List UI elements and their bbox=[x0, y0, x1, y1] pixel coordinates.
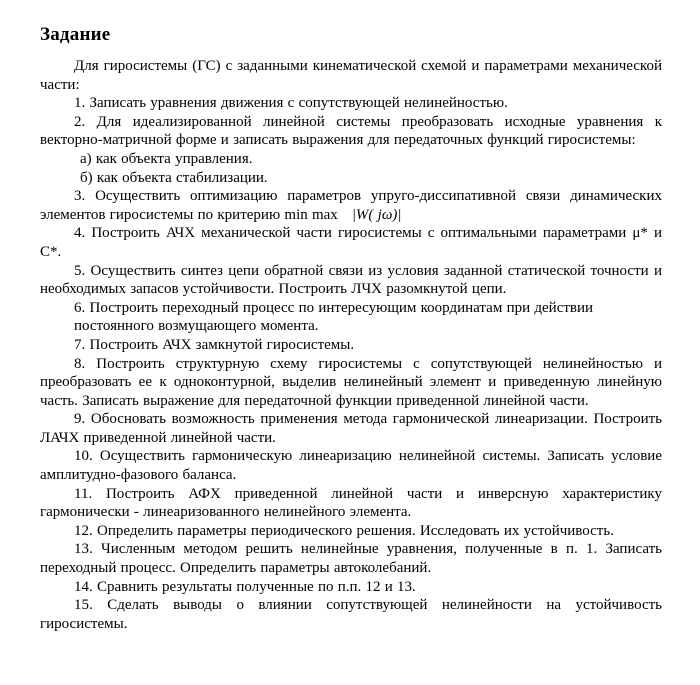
paragraph-text: 15. Сделать выводы о влиянии сопутствующей нелинейности на устойчивость гиросистемы. bbox=[40, 597, 662, 632]
task-item bbox=[40, 317, 662, 336]
paragraph-text: 12. Определить параметры периодического решения. Исследовать их устойчивость. bbox=[74, 522, 614, 539]
task-item bbox=[40, 113, 662, 150]
page-title: Задание bbox=[40, 24, 111, 45]
task-item bbox=[40, 522, 662, 541]
task-item bbox=[40, 540, 662, 577]
task-item bbox=[40, 224, 662, 261]
paragraph-text: 4. Построить АЧХ механической части гиросистемы с оптимальными параметрами μ* и C*. bbox=[40, 225, 662, 260]
task-paragraphs bbox=[40, 57, 662, 633]
intro-paragraph bbox=[40, 57, 662, 94]
paragraph-text: 7. Построить АЧХ замкнутой гиросистемы. bbox=[74, 336, 355, 353]
task-item bbox=[40, 94, 662, 113]
paragraph-text: 11. Построить АФХ приведенной линейной части и инверсную характеристику гармонически - линеаризованного нелинейного элемента. bbox=[40, 485, 662, 521]
formula: |W( jω)| bbox=[351, 206, 402, 223]
paragraph-text: постоянного возмущающего момента. bbox=[74, 318, 319, 335]
paragraph-text: 14. Сравнить результаты полученные по п.п. 12 и 13. bbox=[74, 578, 416, 595]
task-item bbox=[40, 596, 662, 633]
sub-item bbox=[40, 150, 662, 169]
paragraph-text: б) как объекта стабилизации. bbox=[80, 169, 268, 186]
task-item bbox=[40, 262, 662, 299]
task-item bbox=[40, 485, 662, 522]
task-item bbox=[40, 447, 662, 484]
paragraph-text: 6. Построить переходный процесс по интересующим координатам при действии bbox=[74, 299, 594, 316]
paragraph-text: 13. Численным методом решить нелинейные уравнения, полученные в п. 1. Записать переходный процесс. Определить параметры автоколебаний. bbox=[40, 541, 662, 577]
sub-item bbox=[40, 169, 662, 188]
paragraph-text: 8. Построить структурную схему гиросистемы с сопутствующей нелинейностью и преобразовать ее к одноконтурной, выделив нелинейный элемент и приведенную линейную часть. Записать выражение для передаточной функции приведенной линейной части. bbox=[40, 355, 662, 409]
paragraph-text: а) как объекта управления. bbox=[80, 150, 253, 167]
task-item bbox=[40, 187, 662, 224]
paragraph-text: 2. Для идеализированной линейной системы преобразовать исходные уравнения к векторно-матричной форме и записать выражения для передаточных функций гиросистемы: bbox=[40, 113, 662, 149]
paragraph-text: 3. Осуществить оптимизацию параметров упруго-диссипативной связи динамических элементов гиросистемы по критерию min max bbox=[40, 188, 662, 223]
paragraph-text: 10. Осуществить гармоническую линеаризацию нелинейной системы. Записать условие амплитудно-фазового баланса. bbox=[40, 448, 662, 484]
task-item bbox=[40, 336, 662, 355]
task-item bbox=[40, 578, 662, 597]
task-item bbox=[40, 299, 662, 318]
paragraph-text: 1. Записать уравнения движения с сопутствующей нелинейностью. bbox=[74, 95, 508, 112]
paragraph-text: 9. Обосновать возможность применения метода гармонической линеаризации. Построить ЛАЧХ приведенной линейной части. bbox=[40, 411, 662, 446]
paragraph-text: 5. Осуществить синтез цепи обратной связи из условия заданной статической точности и необходимых запасов устойчивости. Построить ЛЧХ разомкнутой цепи. bbox=[40, 262, 662, 298]
task-item bbox=[40, 355, 662, 411]
task-item bbox=[40, 410, 662, 447]
paragraph-text: Для гиросистемы (ГС) с заданными кинематической схемой и параметрами механической части: bbox=[40, 58, 662, 93]
